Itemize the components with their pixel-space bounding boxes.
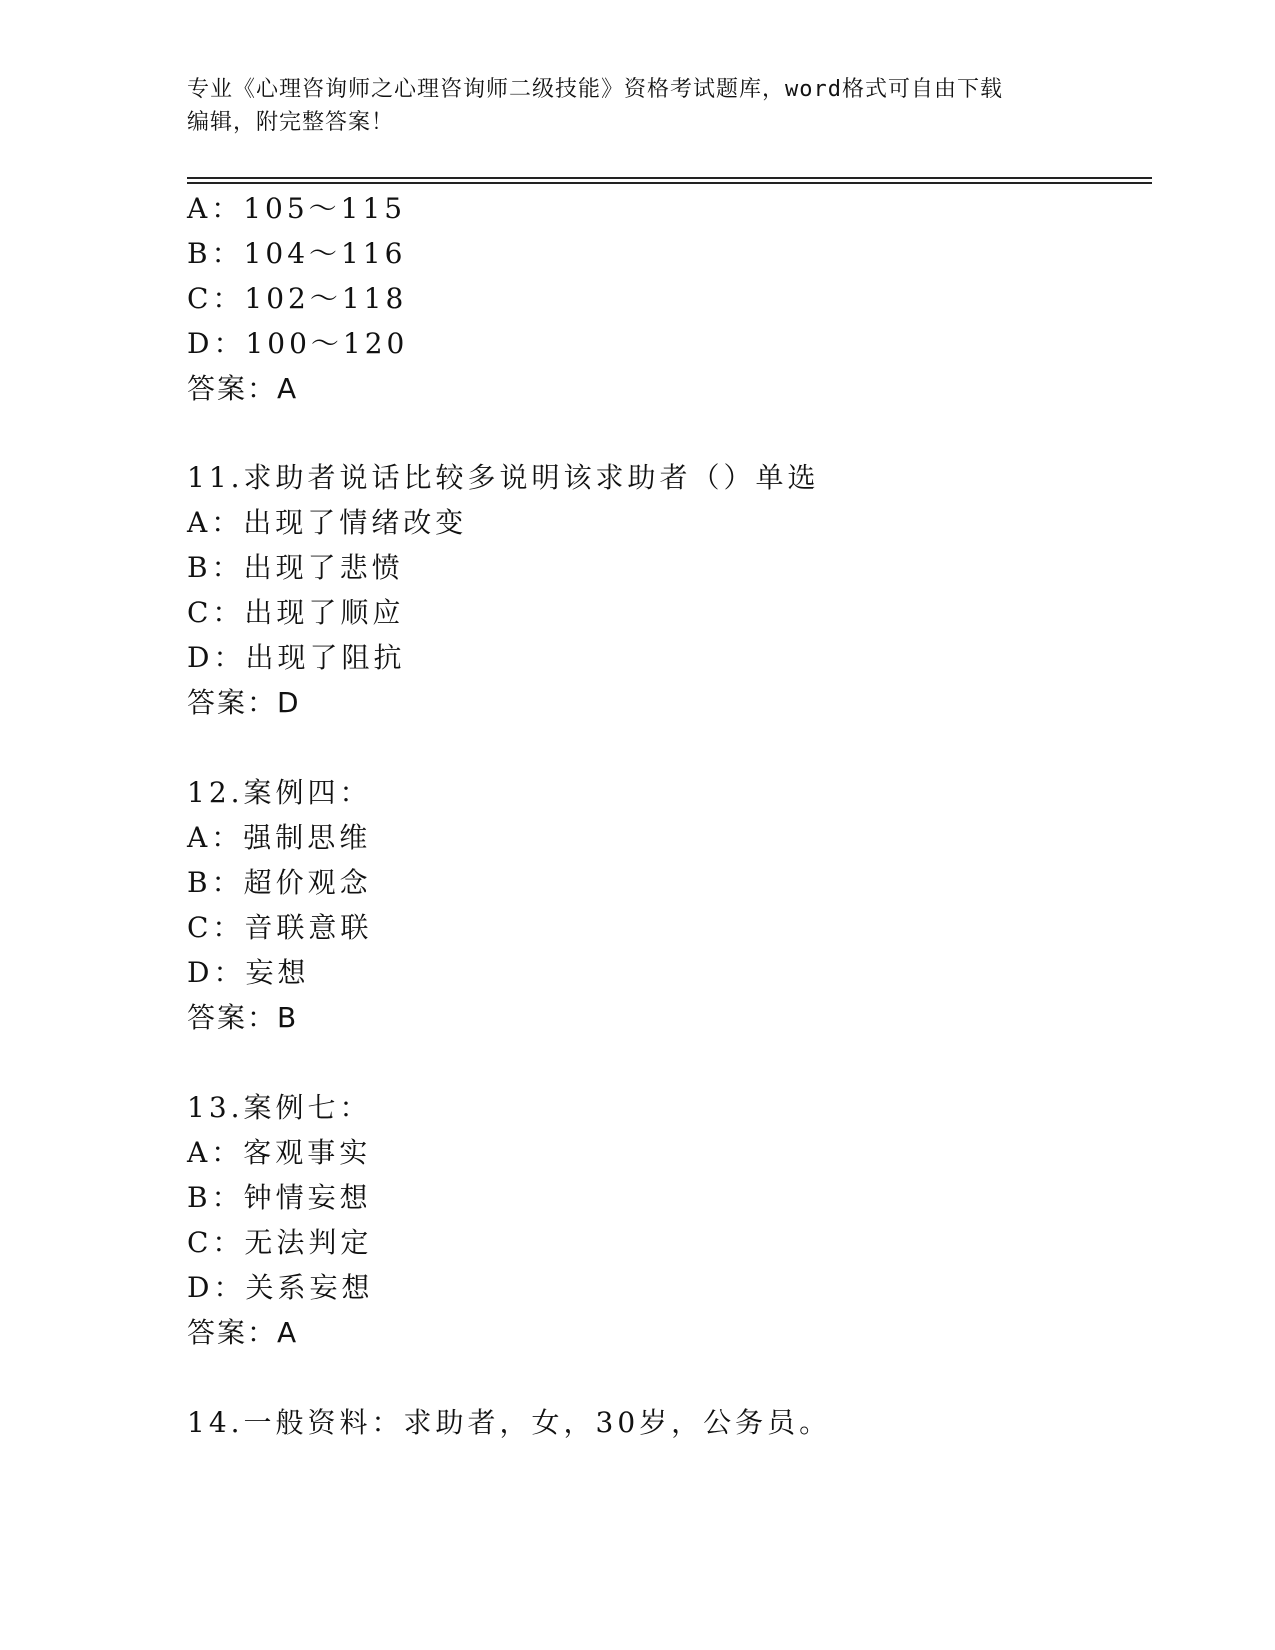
q11-option-c: C：出现了顺应 <box>187 596 405 629</box>
q11-answer: 答案：D <box>187 686 301 719</box>
q13-option-a: A：客观事实 <box>187 1136 372 1169</box>
q10-option-c: C：102～118 <box>187 282 408 315</box>
header-divider-bottom <box>187 182 1152 184</box>
q11-question: 11.求助者说话比较多说明该求助者（）单选 <box>187 461 820 494</box>
q11-option-a: A：出现了情绪改变 <box>187 506 468 539</box>
q12-option-d: D：妄想 <box>187 956 310 989</box>
q10-option-a: A：105～115 <box>187 192 407 225</box>
q12-option-a: A：强制思维 <box>187 821 372 854</box>
q13-answer: 答案：A <box>187 1316 299 1349</box>
q13-option-d: D：关系妄想 <box>187 1271 374 1304</box>
q13-question: 13.案例七： <box>187 1091 372 1124</box>
header-line-1: 专业《心理咨询师之心理咨询师二级技能》资格考试题库，word格式可自由下载 <box>187 77 1003 102</box>
header-divider-top <box>187 177 1152 179</box>
header-line-2: 编辑，附完整答案！ <box>187 110 395 135</box>
q12-answer: 答案：B <box>187 1001 299 1034</box>
q14-question: 14.一般资料：求助者，女，30岁，公务员。 <box>187 1406 832 1439</box>
q12-question: 12.案例四： <box>187 776 372 809</box>
q11-option-d: D：出现了阻抗 <box>187 641 406 674</box>
q13-option-c: C：无法判定 <box>187 1226 373 1259</box>
q13-option-b: B：钟情妄想 <box>187 1181 372 1214</box>
q10-answer: 答案：A <box>187 372 299 405</box>
q12-option-c: C：音联意联 <box>187 911 373 944</box>
document-header <box>187 73 1087 139</box>
q11-option-b: B：出现了悲愤 <box>187 551 404 584</box>
q10-option-b: B：104～116 <box>187 237 407 270</box>
q10-option-d: D：100～120 <box>187 327 409 360</box>
q12-option-b: B：超价观念 <box>187 866 372 899</box>
